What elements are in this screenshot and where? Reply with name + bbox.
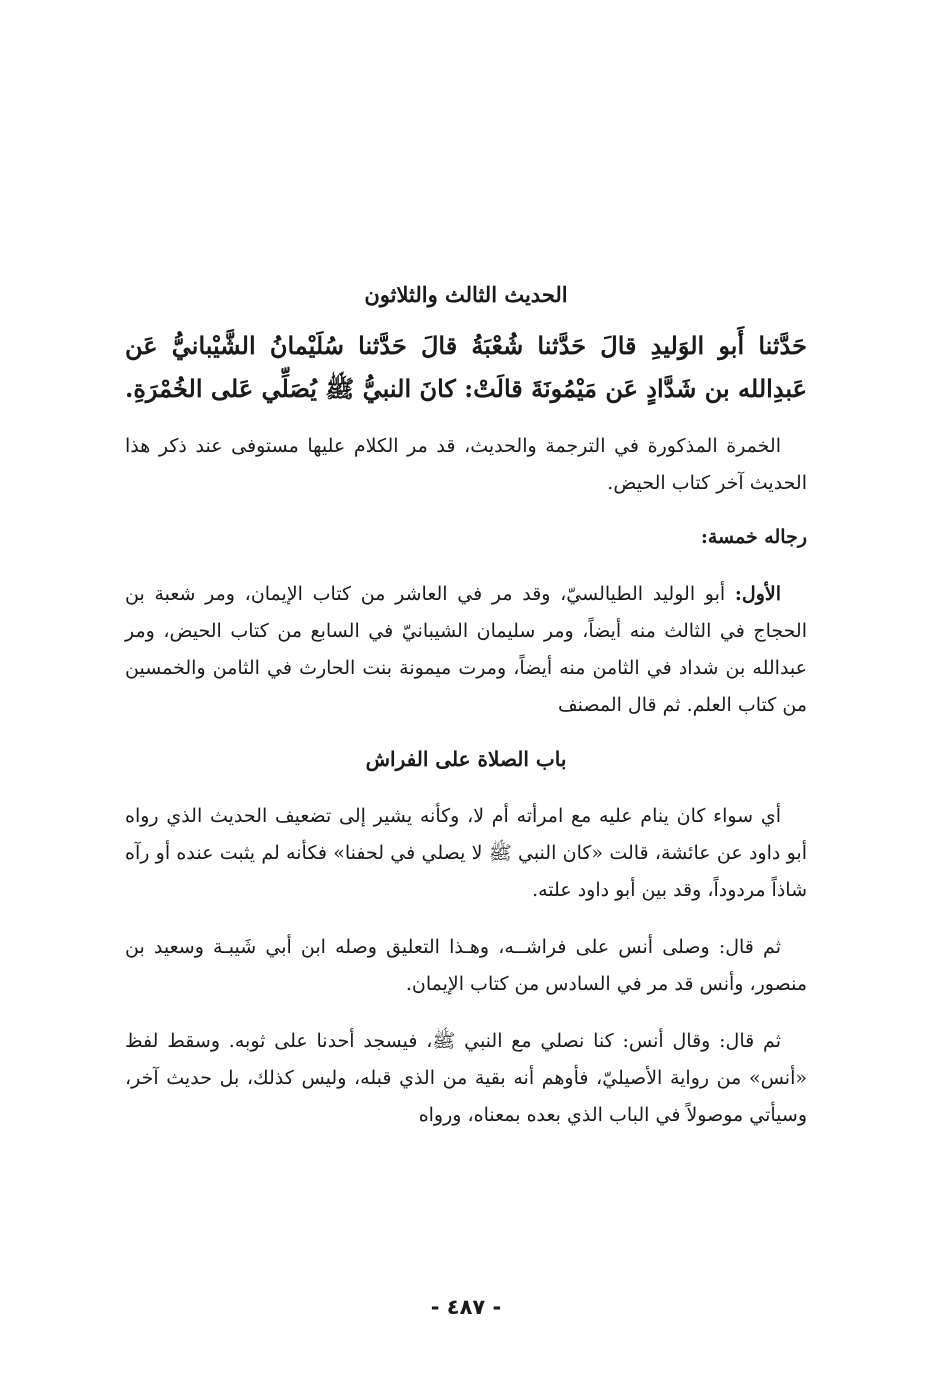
last-paragraph-text: وقال أنس: كنا نصلي مع النبي ﷺ، فيسجد أحدنا على ثوبه. وسقط لفظ «أنس» من رواية الأصيليّ، فأوهم أنه بقية من الذي قبله، وليس كذلك، بل حديث آخر، وسيأتي موصولاً في الباب الذي بعده بمعناه، ورواه bbox=[125, 1030, 807, 1126]
hadith-heading: الحديث الثالث والثلاثون bbox=[364, 282, 568, 307]
anas-paragraph bbox=[125, 929, 807, 1003]
khumra-paragraph: الخمرة المذكورة في الترجمة والحديث، قد مر الكلام عليها مستوفى عند ذكر هذا الحديث آخر كتاب الحيض. bbox=[125, 435, 807, 494]
first-narrator-text: أبو الوليد الطيالسيّ، وقد مر في العاشر من كتاب الإيمان، ومر شعبة بن الحجاج في الثالث منه أيضاً، ومر سليمان الشيبانيّ في السابع من كتاب الحيض، ومر عبدالله بن شداد في الثامن منه أيضاً، ومرت ميمونة بنت الحارث في الثامن والخمسين من كتاب العلم. ثم قال المصنف bbox=[125, 583, 807, 716]
first-narrator-label: الأول: bbox=[734, 583, 781, 605]
narrators-heading: رجاله خمسة: bbox=[700, 526, 807, 548]
anas-paragraph-text: وصلى أنس على فراشــه، وهـذا التعليق وصله ابن أبي شَيبـة وسعيد بن منصور، وأنس قد مر في السادس من كتاب الإيمان. bbox=[125, 936, 807, 995]
last-paragraph bbox=[125, 1023, 807, 1134]
sawa-paragraph: أي سواء كان ينام عليه مع امرأته أم لا، وكأنه يشير إلى تضعيف الحديث الذي رواه أبو داود عن عائشة، قالت «كان النبي ﷺ لا يصلي في لحفنا» فكأنه لم يثبت عنده أو رآه شاذاً مردوداً، وقد بين أبو داود علته. bbox=[125, 805, 807, 901]
first-narrator-paragraph bbox=[125, 576, 807, 724]
anas-paragraph-label: ثم قال: bbox=[718, 936, 781, 958]
chapter-title: باب الصلاة على الفراش bbox=[365, 747, 567, 771]
text-column bbox=[125, 280, 807, 1154]
hadith-text: حَدَّثنا أَبو الوَليدِ قالَ حَدَّثنا شُعْبَةُ قالَ حَدَّثنا سُلَيْمانُ الشَّيْبانيُّ عَن عَبدِالله بن شَدَّادٍ عَن مَيْمُونَةَ قالَتْ: كانَ النبيُّ ﷺ يُصَلِّي عَلى الخُمْرَةِ. bbox=[125, 331, 807, 403]
last-paragraph-label: ثم قال: bbox=[719, 1030, 781, 1052]
page-number: - ٤٨٧ - bbox=[430, 1295, 502, 1319]
